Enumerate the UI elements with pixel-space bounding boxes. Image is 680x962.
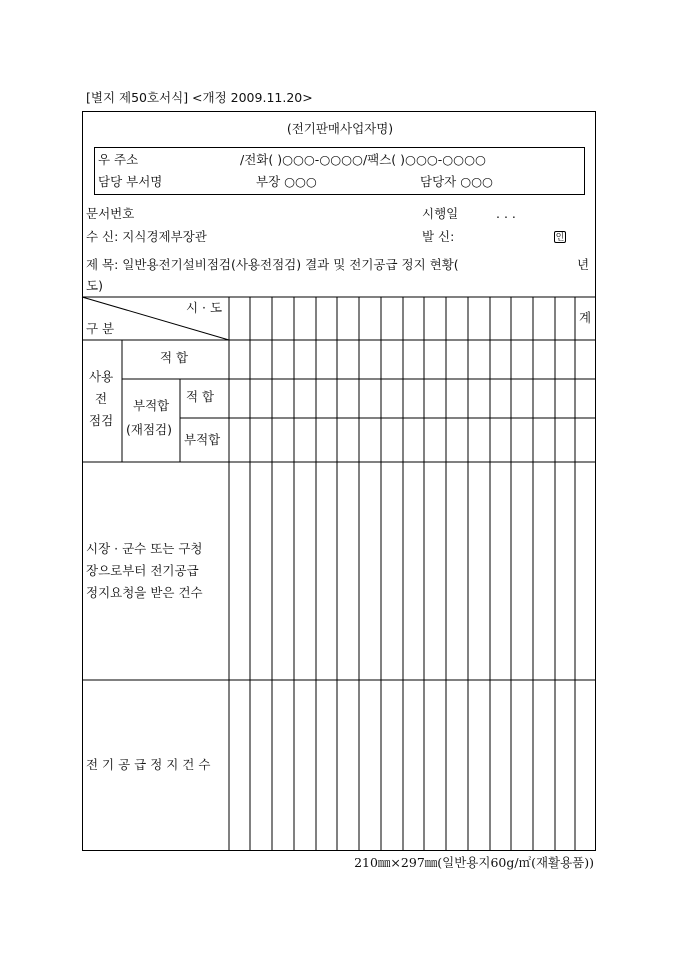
- row-request-line1: 시장 · 군수 또는 구청: [86, 541, 203, 556]
- subject-year: 년: [577, 257, 590, 272]
- staff-name: 담당자 ○○○: [420, 174, 493, 189]
- department-label: 담당 부서명: [98, 174, 163, 189]
- subject-line: 제 목: 일반용전기설비점검(사용전점검) 결과 및 전기공급 정지 현황(: [86, 257, 459, 272]
- enforcement-date-value: . . .: [496, 206, 516, 221]
- subject-line-cont: 도): [86, 278, 103, 293]
- phone-fax: /전화( )○○○-○○○○/팩스( )○○○-○○○○: [240, 152, 486, 167]
- row-group-line3: 점검: [89, 413, 114, 428]
- manager-name: 부장 ○○○: [256, 174, 317, 189]
- organization-title: (전기판매사업자명): [286, 121, 394, 136]
- seal-stamp: 인: [555, 233, 565, 243]
- form-label: [별지 제50호서식] <개정 2009.11.20>: [86, 90, 313, 105]
- sub-unsuitable: 부적합: [184, 432, 221, 447]
- row-request-line3: 정지요청을 받은 건수: [86, 585, 203, 600]
- header-total: 계: [579, 310, 592, 325]
- header-category: 구 분: [86, 321, 115, 336]
- row-unsuitable-line2: (재점검): [126, 422, 172, 437]
- row-suitable: 적 합: [160, 350, 189, 365]
- sub-suitable: 적 합: [186, 389, 215, 404]
- row-request-line2: 장으로부터 전기공급: [86, 563, 199, 578]
- recipient: 수 신: 지식경제부장관: [86, 229, 207, 244]
- enforcement-date-label: 시행일: [422, 206, 459, 221]
- document-number-label: 문서번호: [86, 206, 135, 221]
- sender: 발 신:: [422, 229, 455, 244]
- address-label: 우 주소: [98, 152, 139, 167]
- row-group-line1: 사용: [89, 369, 114, 384]
- row-group-line2: 전: [95, 391, 108, 406]
- paper-spec-footer: 210㎜×297㎜(일반용지60g/㎡(재활용품)): [354, 855, 594, 870]
- header-region: 시 · 도: [186, 300, 223, 315]
- row-unsuitable-line1: 부적합: [133, 398, 170, 413]
- row-cutoff: 전 기 공 급 정 지 건 수: [86, 757, 211, 772]
